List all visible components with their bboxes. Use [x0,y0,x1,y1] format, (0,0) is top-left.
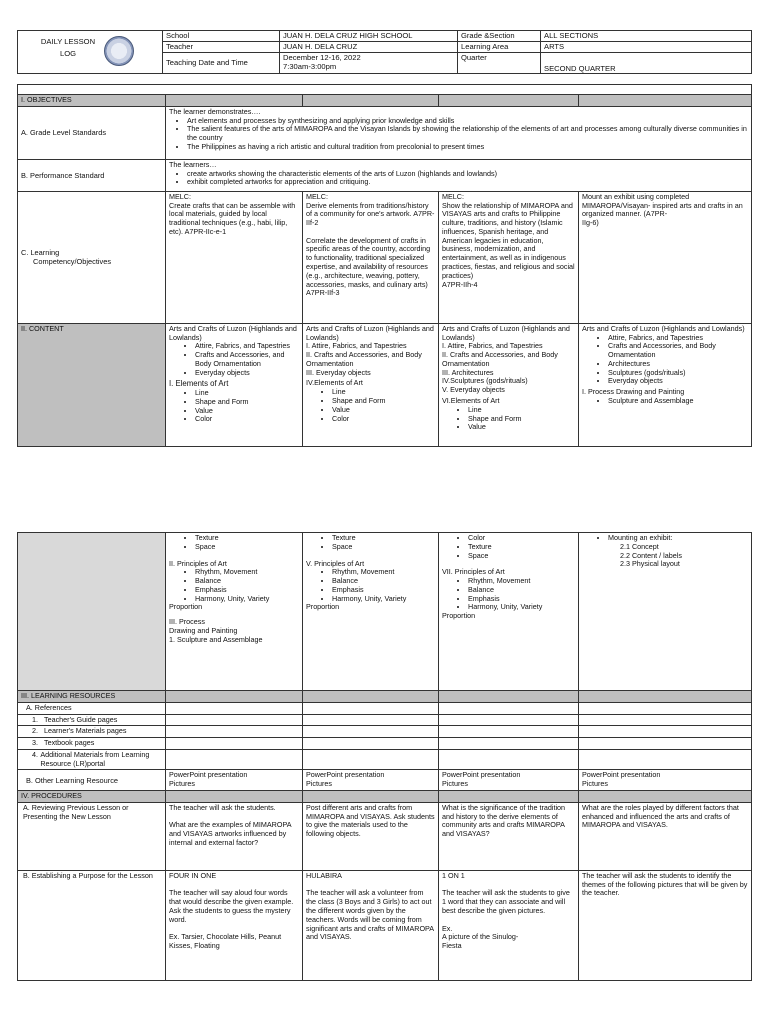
content-item: • Attire, Fabrics, and Tapestries [608,334,748,343]
value-area: ARTS [541,42,752,53]
content-title: Arts and Crafts of Luzon (Highlands and Lowlands) [582,323,745,333]
proc-a-col3: What is the significance of the tradition and history to the derive elements of community arts and crafts MIMAROPA and VISAYAS? [439,802,579,870]
content-roman-item: I. Attire, Fabrics, and Tapestries [306,341,407,351]
lr-portal-c4 [579,749,752,770]
content-roman-item: III. Architectures [442,367,494,377]
lr-portal-text: Additional Materials from Learning Resource (LR)portal [40,749,150,768]
content-roman-item: I. Attire, Fabrics, and Tapestries [442,341,543,351]
content-item: • Crafts and Accessories, and Body Ornamentation [195,351,299,369]
principles-list [306,568,435,603]
lc-col2: MELC: Derive elements from traditions/history of a community for one's artwork. A7PR-IIf-2 Correlate the development of crafts in specific areas of the country, according to functionality, traditional specialized expertise, and availability of resources (e.g., architecture, weaving, pottery, accessories, masks, and culinary arts) A7PR-IIf-3 [303,191,439,323]
proc-b-col1: FOUR IN ONE The teacher will say aloud four words that would describe the given example. Ask the students to guess the mystery word. Ex. Tarsier, Chocolate Hills, Peanut Kisses, Floating [166,870,303,980]
process-item: • Sculpture and Assemblage [608,397,748,406]
lc-label-line2: Competency/Objectives [33,257,112,267]
ps-label: B. Performance Standard [18,159,166,191]
element-item: • Space [195,543,299,552]
proportion-label: Proportion [169,602,203,612]
content-col3-cont [439,533,579,691]
element-item: • Value [332,406,435,415]
content-item: • Everyday objects [608,377,748,386]
ps-list [169,170,748,188]
tb-pages-c1 [166,738,303,750]
principle-item: • Harmony, Unity, Variety [332,595,435,604]
resources-heading-c3 [439,691,579,703]
tb-pages-text: Textbook pages [44,738,95,748]
element-item: • Texture [332,534,435,543]
references-c1 [166,702,303,714]
objectives-heading-c4 [579,95,752,107]
proc-b-col4: The teacher will ask the students to identify the themes of the following pictures that will be given by the teacher. [579,870,752,980]
lc-col4: Mount an exhibit using completed MIMAROPA/Visayan- inspired arts and crafts in an organized manner. (A7PR- IIg-6) [579,191,752,323]
value-teaching-date [280,53,458,74]
header-logo-cell [18,31,163,74]
content-roman-item: V. Everyday objects [442,385,505,395]
other-resource-c3 [439,770,579,791]
content-title: Arts and Crafts of Luzon (Highlands and Lowlands) [442,323,570,342]
principle-item: • Balance [195,577,299,586]
element-item: • Value [468,423,575,432]
tg-pages-c3 [439,714,579,726]
value-school: JUAN H. DELA CRUZ HIGH SCHOOL [280,31,458,42]
elements-list [442,406,575,432]
proc-b-label: B. Establishing a Purpose for the Lesson [18,870,166,980]
continued-label-cell [18,533,166,691]
label-school: School [163,31,280,42]
objectives-heading-c2 [303,95,439,107]
elements-list [169,534,299,552]
tb-pages-c4 [579,738,752,750]
label-teacher: Teacher [163,42,280,53]
principles-heading: V. Principles of Art [306,558,365,568]
resources-heading: III. LEARNING RESOURCES [18,691,166,703]
content-col4 [579,323,752,446]
process-heading: I. Process Drawing and Painting [582,387,685,397]
lm-pages-c2 [303,726,439,738]
element-item: • Line [195,389,299,398]
lr-portal-c1 [166,749,303,770]
content-col1-cont [166,533,303,691]
references-label: A. References [18,702,166,714]
lm-pages-text: Learner's Materials pages [44,726,127,736]
content-list [582,334,748,387]
lm-pages-c1 [166,726,303,738]
elements-heading: I. Elements of Art [169,379,229,389]
element-item: • Color [468,534,575,543]
procedures-heading-c2 [303,791,439,803]
proc-b-col2: HULABIRA The teacher will ask a volunteer from the class (3 Boys and 3 Girls) to act out the different words given by the teachers. Words will be coming from significant arts and crafts of MIMAROPA and VISAYAS. [303,870,439,980]
proportion-label: Proportion [306,602,340,612]
tb-pages-label: 3. Textbook pages [18,738,166,750]
element-item: • Line [468,406,575,415]
content-item: • Attire, Fabrics, and Tapestries [195,342,299,351]
content-col1 [166,323,303,446]
content-item: • Sculptures (gods/rituals) [608,369,748,378]
procedures-heading: IV. PROCEDURES [18,791,166,803]
gls-intro: The learner demonstrates…. [169,106,261,116]
principle-item: • Rhythm, Movement [195,568,299,577]
content-roman-item: IV.Sculptures (gods/rituals) [442,376,528,386]
tb-pages-c2 [303,738,439,750]
lr-portal-label: 4. Additional Materials from Learning Resource (LR)portal [18,749,166,770]
principle-item: • Harmony, Unity, Variety [468,603,575,612]
references-c3 [439,702,579,714]
lesson-table-page1 [17,84,752,447]
content-roman-item: II. Crafts and Accessories, and Body Ornamentation [442,350,558,368]
content-col2 [303,323,439,446]
process-sa: 1. Sculpture and Assemblage [169,634,263,644]
ppt-text: PowerPoint presentation [169,770,248,780]
process-list [582,397,748,406]
content-item: • Everyday objects [195,369,299,378]
lr-portal-c3 [439,749,579,770]
value-grade: ALL SECTIONS [541,31,752,42]
elements-heading: IV.Elements of Art [306,378,363,388]
principle-item: • Rhythm, Movement [468,577,575,586]
lc-label [18,191,166,323]
content-col3 [439,323,579,446]
content-item: • Architectures [608,360,748,369]
process-heading: III. Process [169,617,205,627]
principle-item: • Rhythm, Movement [332,568,435,577]
value-teacher: JUAN H. DELA CRUZ [280,42,458,53]
content-heading: II. CONTENT [18,323,166,446]
proportion-label: Proportion [442,611,476,621]
elements-heading: VI.Elements of Art [442,396,500,406]
value-quarter: SECOND QUARTER [541,53,752,74]
value-date: December 12-16, 2022 [283,53,361,63]
ps-content [166,159,752,191]
references-c4 [579,702,752,714]
content-item: • Crafts and Accessories, and Body Ornamentation [608,342,748,360]
tb-pages-c3 [439,738,579,750]
tg-pages-c2 [303,714,439,726]
pictures-text: Pictures [306,779,332,789]
ppt-text: PowerPoint presentation [442,770,521,780]
lm-pages-c4 [579,726,752,738]
principles-list [442,577,575,612]
gls-label: A. Grade Level Standards [18,106,166,159]
ps-item: • create artworks showing the characteristic elements of the arts of Luzon (highlands and lowlands) [187,170,748,179]
other-resource-c1 [166,770,303,791]
element-item: • Line [332,388,435,397]
resources-heading-c4 [579,691,752,703]
content-list [169,342,299,377]
element-item: • Shape and Form [332,397,435,406]
lc-col1: MELC: Create crafts that can be assemble with local materials, guided by local traditional techniques (e.g., habi, lilip, etc). A7PR-IIc-e-1 [166,191,303,323]
exhibit-item: • Mounting an exhibit: [608,534,748,543]
tg-pages-text: Teacher's Guide pages [44,714,118,724]
exhibit-step: 2.1 Concept [620,541,659,551]
gls-content [166,106,752,159]
element-item: • Space [332,543,435,552]
principle-item: • Balance [468,586,575,595]
principles-heading: VII. Principles of Art [442,567,505,577]
proc-b-col3: 1 ON 1 The teacher will ask the students to give 1 word that they can associate and will best describe the given pictures. Ex. A picture of the Sinulog- Fiesta [439,870,579,980]
elements-list [306,534,435,552]
proc-a-col4: What are the roles played by different factors that enhanced and influenced the arts and crafts of MIMAROPA and VISAYAS. [579,802,752,870]
content-roman-item: II. Crafts and Accessories, and Body Ornamentation [306,350,422,368]
lc-col3: MELC: Show the relationship of MIMAROPA and VISAYAS arts and crafts to Philippine culture, traditions, and history (Islamic influences, Spanish heritage, and American legacies in education, business, modernization, and entertainment, as well as in indigenous practices, fiestas, and religious and social practices) A7PR-IIh-4 [439,191,579,323]
elements-list [169,389,299,424]
elements-list [442,534,575,560]
dll-title-line2: LOG [59,49,77,59]
gls-list [169,117,748,152]
principles-heading: II. Principles of Art [169,558,227,568]
element-item: • Shape and Form [468,415,575,424]
element-item: • Shape and Form [195,398,299,407]
ppt-text: PowerPoint presentation [306,770,385,780]
principles-list [169,568,299,603]
procedures-heading-c1 [166,791,303,803]
pictures-text: Pictures [582,779,608,789]
proc-a-col1: The teacher will ask the students. What are the examples of MIMAROPA and VISAYAS artworks influenced by internal and external factor? [166,802,303,870]
ps-item: • exhibit completed artworks for appreciation and critiquing. [187,178,748,187]
elements-list [306,388,435,423]
principle-item: • Emphasis [332,586,435,595]
principle-item: • Balance [332,577,435,586]
value-time: 7:30am-3:00pm [283,62,337,71]
tg-pages-label: 1. Teacher's Guide pages [18,714,166,726]
proc-a-col2: Post different arts and crafts from MIMAROPA and VISAYAS. Ask students to give the materials used to the following objects. [303,802,439,870]
pictures-text: Pictures [442,779,468,789]
content-roman-item: III. Everyday objects [306,367,371,377]
blank-row [18,85,752,95]
procedures-heading-c3 [439,791,579,803]
ppt-text: PowerPoint presentation [582,770,661,780]
exhibit-list [582,534,748,543]
principle-item: • Harmony, Unity, Variety [195,595,299,604]
principle-item: • Emphasis [468,595,575,604]
label-grade: Grade &Section [458,31,541,42]
element-item: • Space [468,552,575,561]
element-item: • Color [332,415,435,424]
lm-pages-c3 [439,726,579,738]
tg-pages-c1 [166,714,303,726]
gls-item: • The salient features of the arts of MIMAROPA and the Visayan Islands by showing the relationship of the elements of art and processes among culturally diverse communities in the country [187,125,748,143]
proc-a-label: A. Reviewing Previous Lesson or Presenting the New Lesson [18,802,166,870]
content-title: Arts and Crafts of Luzon (Highlands and Lowlands) [169,323,297,342]
element-item: • Texture [468,543,575,552]
principle-item: • Emphasis [195,586,299,595]
tg-pages-c4 [579,714,752,726]
objectives-heading: I. OBJECTIVES [18,95,166,107]
content-col2-cont [303,533,439,691]
label-teaching-date: Teaching Date and Time [163,53,280,74]
element-item: • Value [195,407,299,416]
lm-pages-label: 2. Learner's Materials pages [18,726,166,738]
ps-intro: The learners… [169,159,217,169]
label-area: Learning Area [458,42,541,53]
other-resource-c4 [579,770,752,791]
exhibit-step: 2.2 Content / labels [620,550,682,560]
resources-heading-c1 [166,691,303,703]
lesson-table-page2 [17,532,752,981]
other-resource-label: B. Other Learning Resource [18,770,166,791]
lr-portal-c2 [303,749,439,770]
label-quarter: Quarter [458,53,541,74]
objectives-heading-c1 [166,95,303,107]
content-title: Arts and Crafts of Luzon (Highlands and Lowlands) [306,323,434,342]
dll-title-line1: DAILY LESSON [40,37,96,46]
element-item: • Color [195,415,299,424]
content-col4-cont [579,533,752,691]
lc-label-line1: C. Learning [21,248,60,258]
gls-item: • Art elements and processes by synthesizing and applying prior knowledge and skills [187,117,748,126]
references-c2 [303,702,439,714]
resources-heading-c2 [303,691,439,703]
element-item: • Texture [195,534,299,543]
procedures-heading-c4 [579,791,752,803]
header-table [17,30,752,74]
other-resource-c2 [303,770,439,791]
pictures-text: Pictures [169,779,195,789]
objectives-heading-c3 [439,95,579,107]
gls-item: • The Philippines as having a rich artistic and cultural tradition from precolonial to present times [187,143,748,152]
process-dp: Drawing and Painting [169,626,238,636]
exhibit-step: 2.3 Physical layout [620,559,680,569]
